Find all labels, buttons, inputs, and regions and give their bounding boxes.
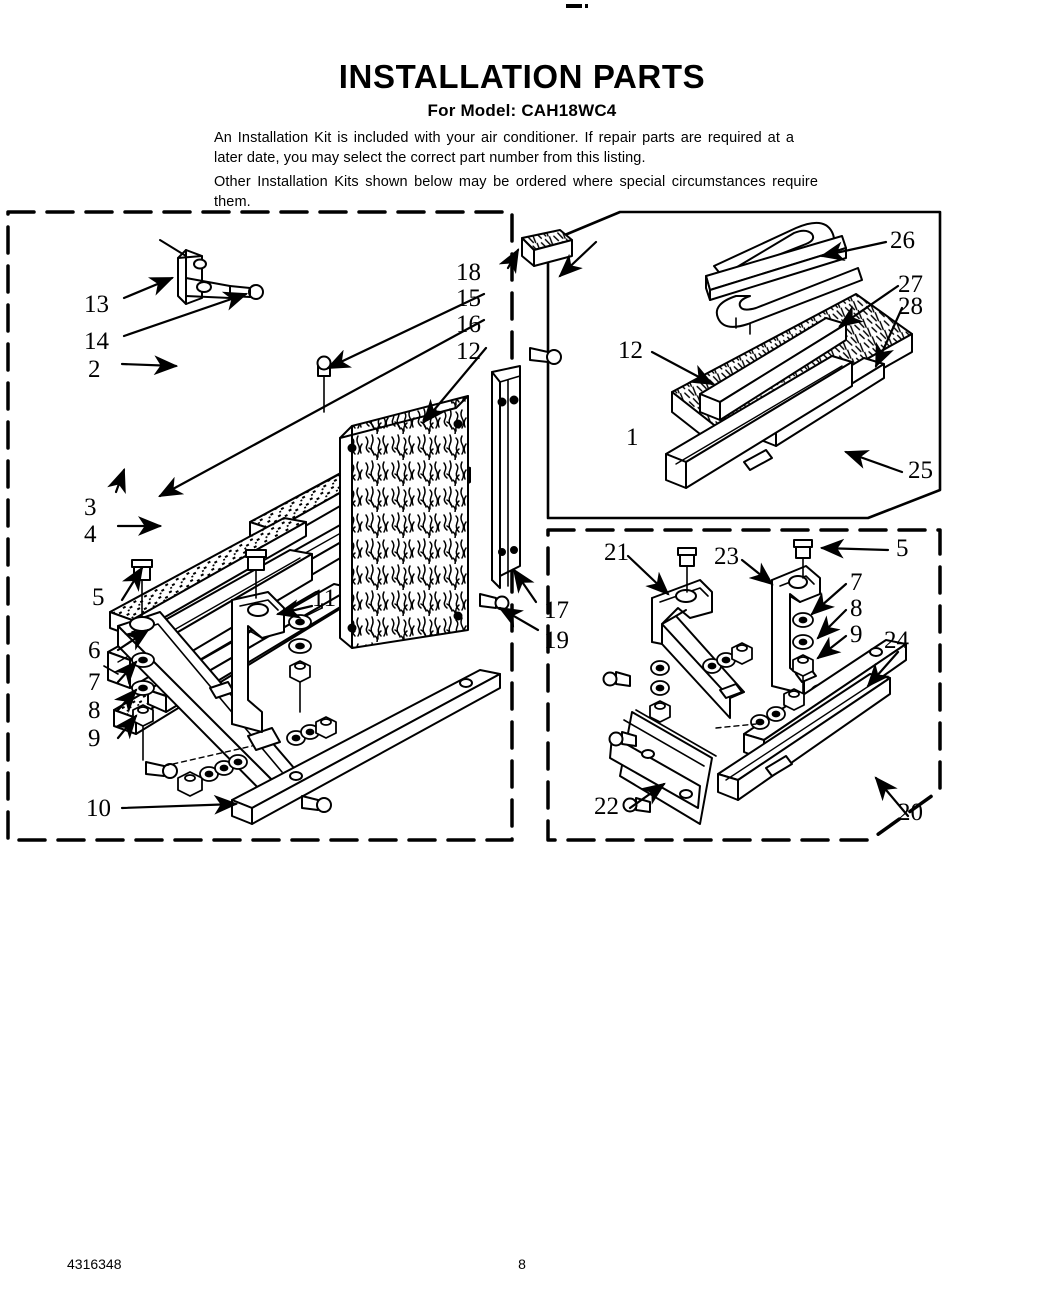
hardware-cluster-mid: [287, 717, 336, 745]
callout-27: 27: [898, 271, 923, 298]
part-17-frame-strip: [492, 366, 520, 588]
part-13-angle-bracket: [160, 240, 230, 304]
callout-26: 26: [890, 227, 915, 254]
part-21-bracket-left: [652, 580, 744, 718]
callout-3: 3: [84, 494, 97, 521]
callout-8-right: 8: [850, 595, 863, 622]
exploded-parts-diagram: [0, 200, 1044, 860]
part-15-screw-right: [530, 348, 561, 364]
callout-24: 24: [884, 627, 909, 654]
callout-20: 20: [898, 799, 923, 826]
callout-9-left: 9: [88, 725, 101, 752]
callout-15: 15: [456, 285, 481, 312]
callout-13: 13: [84, 291, 109, 318]
callout-22: 22: [594, 793, 619, 820]
top-registration-mark: [566, 4, 582, 8]
callout-11: 11: [312, 585, 337, 612]
hardware-cluster-bottom-left: [178, 755, 247, 796]
intro-paragraph-1: An Installation Kit is included with your air conditioner. If repair parts are required at a later date, you may select the correct part number from this listing.: [214, 130, 794, 166]
callout-6: 6: [88, 637, 101, 664]
callout-21: 21: [604, 539, 629, 566]
callout-23: 23: [714, 543, 739, 570]
callout-8-left: 8: [88, 697, 101, 724]
callout-7-left: 7: [88, 669, 101, 696]
footer-document-number: 4316348: [67, 1256, 122, 1272]
part-7-washer-left: [132, 653, 154, 667]
callout-19: 19: [544, 627, 569, 654]
part-18-foam-block: [522, 230, 572, 266]
callout-18: 18: [456, 259, 481, 286]
callout-5-right: 5: [896, 535, 909, 562]
diagram-svg: [0, 200, 1044, 860]
footer-page-number: 8: [518, 1256, 526, 1272]
page-title: INSTALLATION PARTS: [338, 58, 706, 95]
callout-28: 28: [898, 293, 923, 320]
callout-2: 2: [88, 356, 101, 383]
callout-17: 17: [544, 597, 569, 624]
model-subtitle: For Model: CAH18WC4: [427, 101, 617, 120]
callout-10: 10: [86, 795, 111, 822]
callout-5-left: 5: [92, 584, 105, 611]
callout-12-main: 12: [456, 338, 481, 365]
part-11-mounting-bracket: [232, 592, 284, 732]
callout-12-accessory: 12: [618, 337, 643, 364]
part-8-lockwasher-left: [132, 681, 154, 695]
callout-14: 14: [84, 328, 109, 355]
callout-25: 25: [908, 457, 933, 484]
part-12-foam-panel: [340, 396, 468, 648]
callout-1: 1: [626, 424, 639, 451]
top-registration-dot: [585, 4, 588, 8]
part-19-screw: [480, 594, 509, 610]
part-10-bolt: [302, 796, 331, 812]
callout-7-right: 7: [850, 569, 863, 596]
part-23-bracket-right: [772, 566, 820, 694]
callout-16: 16: [456, 311, 481, 338]
callout-4: 4: [84, 521, 97, 548]
intro-paragraph-2: Other Installation Kits shown below may be ordered where special circumstances require them.: [214, 174, 818, 210]
callout-9-right: 9: [850, 621, 863, 648]
